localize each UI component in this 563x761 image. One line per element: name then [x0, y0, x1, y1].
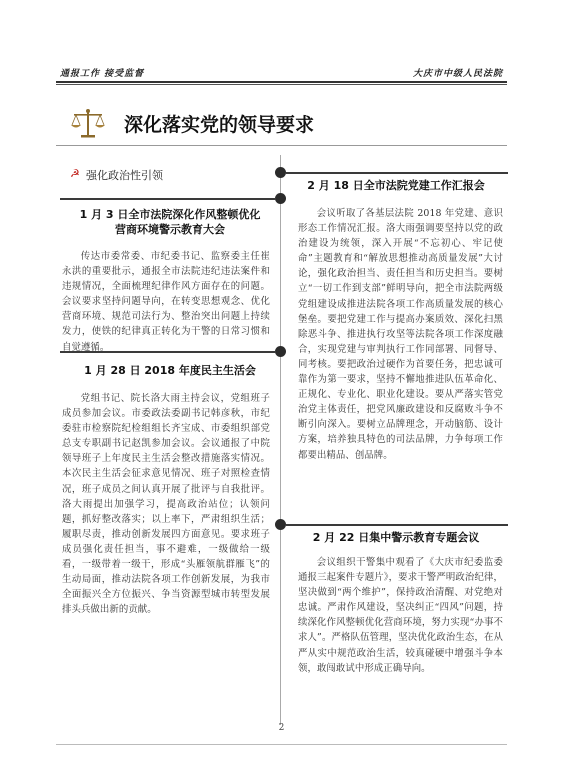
event-body: 党组书记、院长洛大雨主持会议，党组班子成员参加会议。市委政法委副书记韩彦秋，市纪委驻市检察院纪检组组长齐宝成、市委组织部党总支专职副书记赵凯参加会议。会议通报了中院领导班子上年度民主生活会整改措施落实情况。本次民主生活会征求意见情况、班子对照检查情况，班子成员之间认真开展了批评与自我批评。洛大雨提出加强学习，提高政治站位；认领问题，抓好整改落实；以上率下，严肃组织生活；履职尽责，推动创新发展四方面意见。要求班子成员强化责任担当，事不避难，一级做给一级看，一级带着一级干，形成“头雁领航群雁飞”的生动局面，推动法院各项工作创新发展，为我市全面振兴全方位振兴、争当资源型城市转型发展排头兵做出新的贡献。 — [62, 393, 270, 616]
timeline-connector — [286, 172, 508, 174]
bottom-rule — [56, 744, 507, 745]
event-title: 1 月 3 日全市法院深化作风整顿优化营商环境警示教育大会 — [79, 208, 261, 236]
event-body: 会议组织干警集中观看了《大庆市纪委监委通报三起案件专题片》，要求干警严明政治纪律，坚决做到“两个维护”，保持政治清醒、对党绝对忠诚。严肃作风建设，坚决纠正“四风”问题，持续深化作风整顿优化营商环境，努力实现“办事不求人”。严格队伍管理，坚决优化政治生态，在从严从实中规范政治生活，较真碰硬中增强斗争本领，敢闯敢试中形成正确导向。 — [298, 557, 503, 674]
title-rule — [56, 145, 507, 146]
page-number: 2 — [278, 723, 285, 733]
timeline-connector — [60, 198, 276, 200]
header-rule — [56, 81, 507, 83]
section-label: 强化政治性引领 — [86, 169, 163, 182]
party-emblem-icon: ☭ — [70, 167, 80, 180]
event-title: 1 月 28 日 2018 年度民主生活会 — [84, 364, 256, 377]
timeline-dot — [275, 193, 286, 204]
header-rule-thin — [56, 84, 507, 85]
timeline-connector — [60, 351, 276, 353]
timeline-connector — [286, 524, 508, 526]
header-right: 大庆市中级人民法院 — [412, 69, 503, 79]
timeline-dot — [275, 167, 286, 178]
event-title: 2 月 18 日全市法院党建工作汇报会 — [307, 179, 485, 192]
timeline-dot — [275, 519, 286, 530]
page-title: 深化落实党的领导要求 — [124, 114, 315, 136]
header-left: 通报工作 接受监督 — [60, 69, 145, 79]
event-body: 传达市委常委、市纪委书记、监察委主任崔永洪的重要批示，通报全市法院违纪违法案件和违规情况，全面梳理纪律作风方面存在的问题。会议要求坚持问题导向，在转变思想观念、优化营商环境、规范司法行为、整治突出问题上持续发力，使铁的纪律真正转化为干警的日常习惯和自觉遵循。 — [62, 251, 270, 353]
event-body: 会议听取了各基层法院 2018 年党建、意识形态工作情况汇报。洛大雨强调要坚持以党的政治建设为统领，深入开展“不忘初心、牢记使命”主题教育和“解放思想推动高质量发展”大讨论，强化政治担当、责任担当和历史担当。要树立“一切工作到支部”鲜明导向，把全市法院两级党组建设成推进法院各项工作高质量发展的核心堡垒。要把党建工作与提高办案质效、深化扫黑除恶斗争、推进执行攻坚等法院各项工作深度融合，实现党建与审判执行工作同部署、同督导、同考核。要把政治过硬作为首要任务，把忠诚可靠作为第一要求，坚持不懈地推进队伍革命化、正规化、专业化、职业化建设。要从严落实管党治党主体责任，把党风廉政建设和反腐败斗争不断引向深入。要树立品牌理念，开动脑筋、设计方案，培养独具特色的司法品牌，力争每项工作都要出精品、创品牌。 — [298, 208, 503, 461]
timeline-line — [280, 155, 281, 725]
timeline-dot — [275, 346, 286, 357]
scales-of-justice-icon — [68, 108, 108, 140]
event-title: 2 月 22 日集中警示教育专题会议 — [312, 531, 480, 544]
